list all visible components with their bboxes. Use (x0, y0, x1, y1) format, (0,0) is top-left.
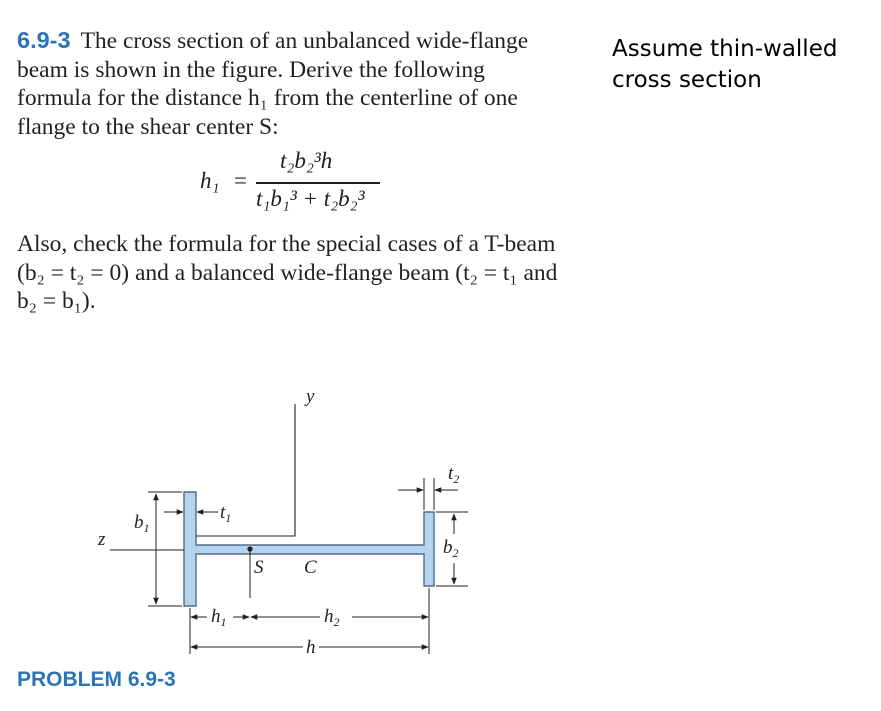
problem-caption: PROBLEM 6.9-3 (17, 668, 176, 691)
problem-number: 6.9-3 (17, 27, 71, 53)
shear-center-point (247, 546, 252, 551)
shear-center-label: S (254, 557, 264, 578)
formula-lhs: h₁ (200, 168, 220, 193)
y-axis (196, 404, 295, 536)
formula-numerator: t₂b₂³h (280, 148, 333, 173)
h1-label: $h_1$ (211, 606, 227, 629)
z-axis-label: z (98, 529, 106, 550)
formula-equals: = (234, 168, 247, 193)
h-label: h (306, 637, 316, 658)
note-line-2: cross section (612, 67, 762, 93)
t1-label: $t_1$ (220, 502, 232, 525)
problem-statement-text: The cross section of an unbalanced wide-flange beam is shown in the figure. Derive the following formula for the distance h₁ from the centerline of one flange to the shear center S: (17, 28, 529, 140)
b2-label: $b_2$ (443, 537, 459, 560)
b1-label: $b_1$ (134, 512, 150, 535)
special-cases-text: Also, check the formula for the special cases of a T-beam (b₂ = t₂ = 0) and a balanced wide-flange beam (t₂ = t₁ and b₂ = b₁). (17, 231, 558, 314)
y-axis-label: y (306, 386, 315, 407)
h2-label: $h_2$ (324, 606, 340, 629)
centroid-label: C (304, 557, 317, 578)
formula-denominator: t₁b₁³ + t₂b₂³ (256, 186, 365, 211)
note-line-1: Assume thin-walled (612, 36, 838, 62)
t2-label: $t_2$ (448, 463, 460, 486)
